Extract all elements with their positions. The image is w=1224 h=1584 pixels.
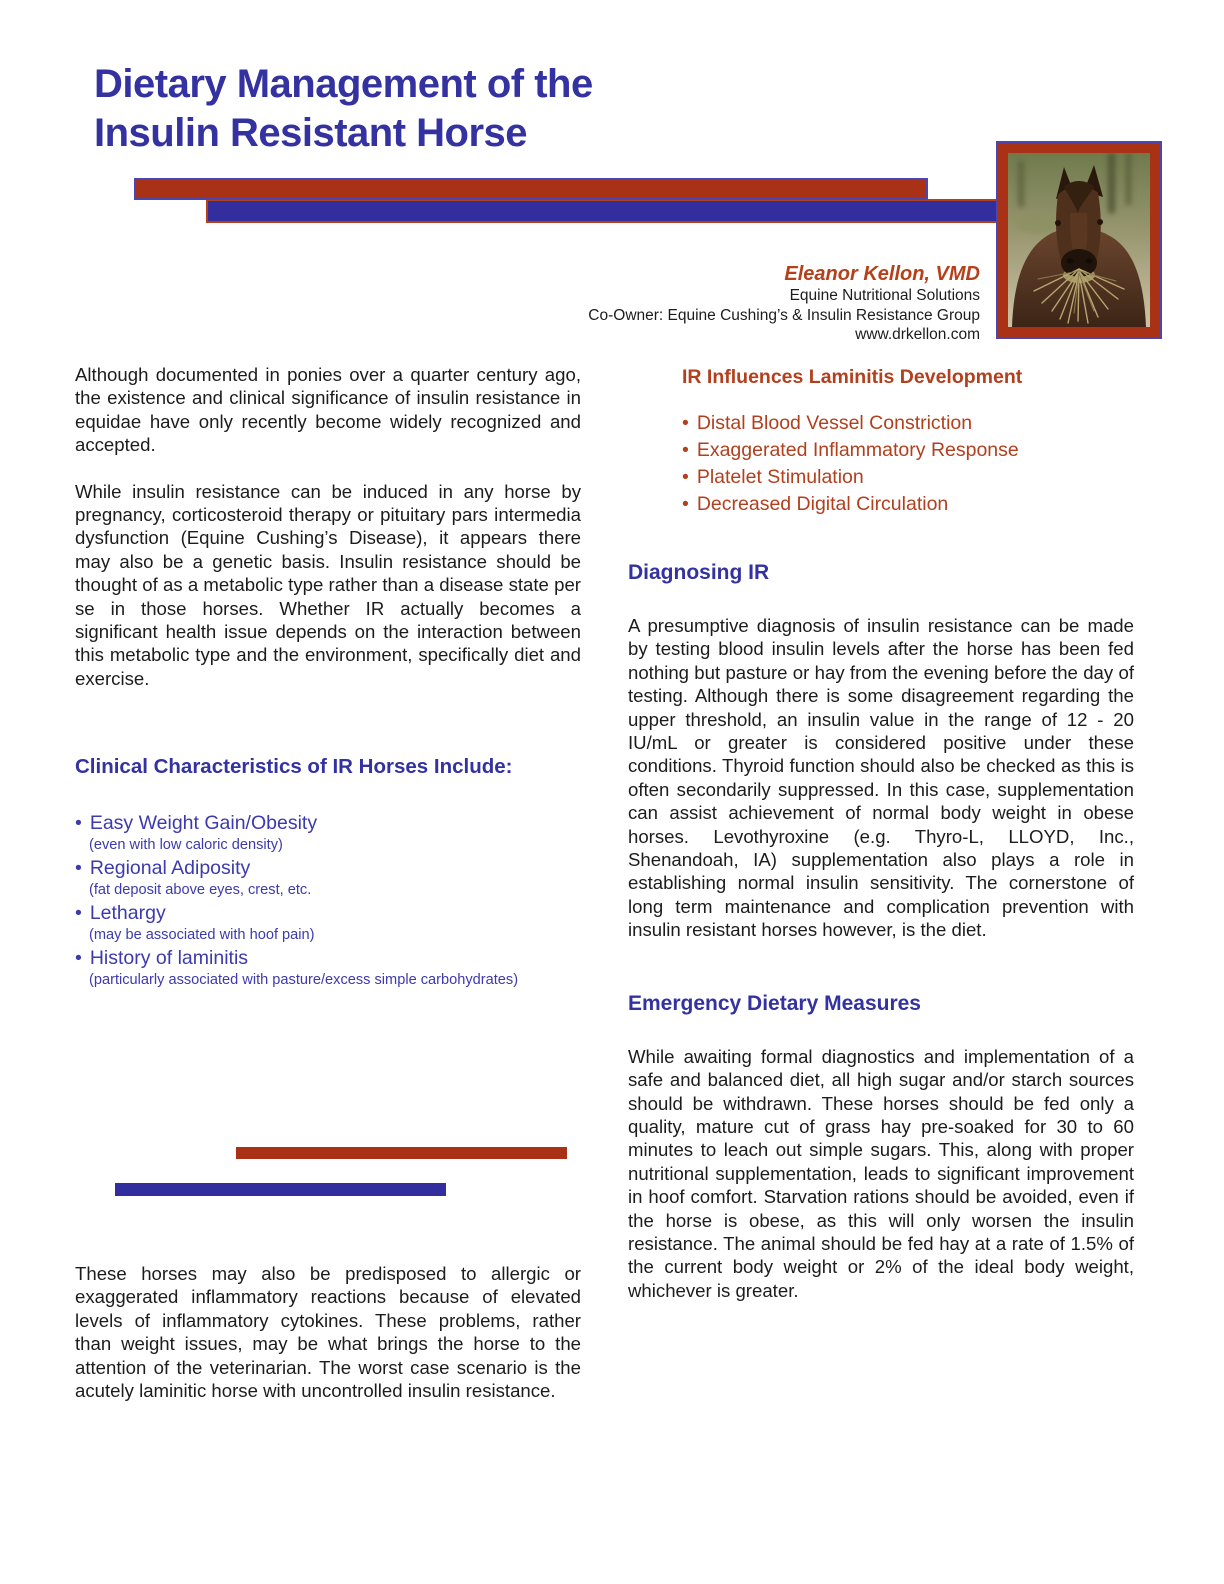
bullet-icon: • (75, 947, 82, 970)
list-item (75, 812, 581, 856)
clinical-item-label: History of laminitis (89, 947, 249, 970)
laminitis-list (682, 410, 1134, 518)
horse-photo (998, 143, 1160, 337)
clinical-item-note: (fat deposit above eyes, crest, etc. (89, 882, 312, 899)
author-website-link[interactable]: www.drkellon.com (855, 326, 980, 343)
clinical-item-note: (particularly associated with pasture/excess simple carbohydrates) (89, 972, 519, 989)
bullet-icon: • (682, 439, 689, 461)
closing-paragraph: These horses may also be predisposed to allergic or exaggerated inflammatory reactions because of elevated levels of inflammatory cytokines. These problems, rather than weight issues, may be what brings the horse to the attention of the veterinarian. The worst case scenario is the acutely laminitic horse with uncontrolled insulin resistance. (75, 1263, 581, 1402)
clinical-item-note: (even with low caloric density) (89, 837, 283, 854)
list-item (682, 410, 1134, 437)
clinical-item-note: (may be associated with hoof pain) (89, 927, 315, 944)
header-accent-bar-blue (206, 199, 999, 223)
laminitis-item-label: Platelet Stimulation (696, 466, 864, 488)
bullet-icon: • (682, 412, 689, 434)
intro-paragraph: Although documented in ponies over a quarter century ago, the existence and clinical significance of insulin resistance in equidae have only recently become widely recognized and accepted. (75, 364, 581, 456)
diagnosing-ir-heading: Diagnosing IR (628, 561, 770, 584)
page-title-line2: Insulin Resistant Horse (94, 111, 528, 155)
mid-accent-bar-red (236, 1147, 567, 1159)
bullet-icon: • (682, 493, 689, 515)
right-column (628, 360, 1134, 1302)
list-item (682, 437, 1134, 464)
left-column (75, 363, 581, 992)
laminitis-block (628, 366, 1134, 518)
clinical-item-label: Easy Weight Gain/Obesity (89, 812, 318, 835)
clinical-characteristics-heading: Clinical Characteristics of IR Horses Include: (75, 755, 513, 779)
author-role: Co-Owner: Equine Cushing’s & Insulin Resistance Group (588, 306, 980, 324)
diagnosing-ir-paragraph: A presumptive diagnosis of insulin resistance can be made by testing blood insulin levels after the horse has been fed nothing but pasture or hay from the evening before the day of testing. Although there is some disagreement regarding the upper threshold, an insulin value in the range of 12 - 20 IU/mL or greater is considered positive under these conditions. Thyroid function should also be checked as this is often secondarily suppressed. In this case, supplementation can assist achievement of normal body weight in obese horses. Levothyroxine (e.g. Thyro-L, LLOYD, Inc., Shenandoah, IA) supplementation also plays a role in establishing normal insulin sensitivity. The cornerstone of long term maintenance and complication prevention with insulin resistant horses however, is the diet. (628, 615, 1134, 941)
laminitis-item-label: Distal Blood Vessel Constriction (696, 412, 973, 434)
bullet-icon: • (75, 902, 82, 925)
author-block (424, 262, 980, 345)
horse-photo-illustration (1008, 153, 1150, 327)
emergency-measures-heading: Emergency Dietary Measures (628, 991, 921, 1015)
header-accent-bar-red (134, 178, 928, 200)
laminitis-item-label: Exaggerated Inflammatory Response (696, 439, 1019, 461)
author-org: Equine Nutritional Solutions (789, 287, 980, 304)
bullet-icon: • (682, 466, 689, 488)
laminitis-heading: IR Influences Laminitis Development (682, 366, 1023, 388)
list-item (75, 902, 581, 946)
page-title (94, 60, 593, 158)
list-item (75, 947, 581, 991)
author-name: Eleanor Kellon, VMD (784, 263, 980, 285)
clinical-item-label: Regional Adiposity (89, 857, 251, 880)
list-item (682, 491, 1134, 518)
laminitis-item-label: Decreased Digital Circulation (696, 493, 949, 515)
mid-accent-bar-blue (115, 1183, 446, 1196)
emergency-measures-paragraph: While awaiting formal diagnostics and implementation of a safe and balanced diet, all high sugar and/or starch sources should be withdrawn. These horses should be fed only a quality, mature cut of grass hay pre-soaked for 30 to 60 minutes to leach out simple sugars. This, along with proper nutritional supplementation, leads to significant improvement in hoof comfort. Starvation rations should be avoided, even if the horse is obese, as this will only worsen the insulin resistance. The animal should be fed hay at a rate of 1.5% of the current body weight or 2% of the ideal body weight, whichever is greater. (628, 1045, 1134, 1301)
bullet-icon: • (75, 812, 82, 835)
list-item (75, 857, 581, 901)
clinical-item-label: Lethargy (89, 902, 166, 925)
list-item (682, 464, 1134, 491)
background-paragraph: While insulin resistance can be induced in any horse by pregnancy, corticosteroid therapy or pituitary pars intermedia dysfunction (Equine Cushing’s Disease), it appears there may also be a genetic basis. Insulin resistance should be thought of as a metabolic type rather than a disease state per se in those horses. Whether IR actually becomes a significant health issue depends on the interaction between this metabolic type and the environment, specifically diet and exercise. (75, 480, 581, 689)
bullet-icon: • (75, 857, 82, 880)
clinical-characteristics-list (75, 812, 581, 991)
page-title-line1: Dietary Management of the (94, 62, 593, 106)
